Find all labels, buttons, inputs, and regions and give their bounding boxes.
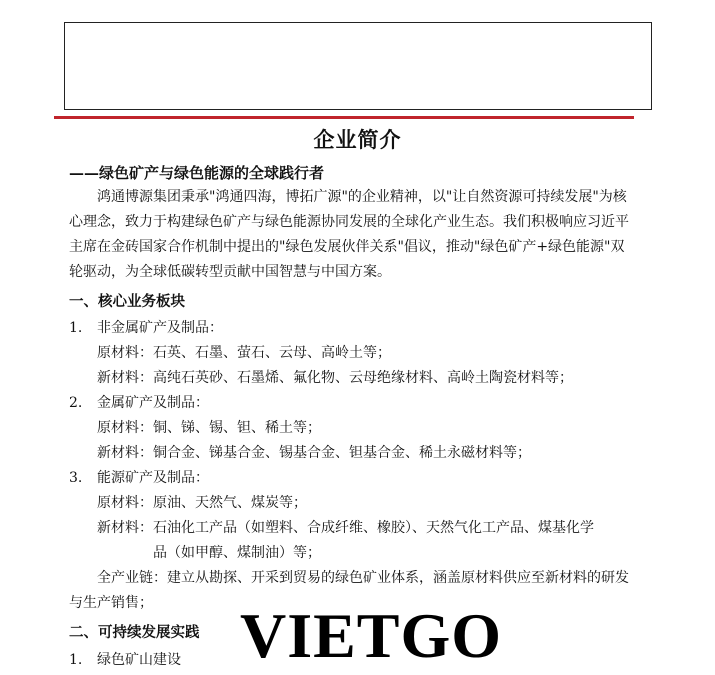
intro-text: 鸿通博源集团秉承"鸿通四海，博拓广源"的企业精神，以"让自然资源可持续发展"为核心理念，致力于构建绿色矿产与绿色能源协同发展的全球化产业生态。我们积极响应习近平主席在金砖国家合作机制中提出的"绿色发展伙伴关系"倡议，推动"绿色矿产+绿色能源"双轮驱动，为全球低碳转型贡献中国智慧与中国方案。 <box>69 189 629 280</box>
new-materials-line-continued: 品（如甲醇、煤制油）等； <box>153 545 321 561</box>
list-number: 1. <box>69 320 83 336</box>
page-subtitle: ——绿色矿产与绿色能源的全球践行者 <box>69 164 325 182</box>
new-materials-line: 新材料：铜合金、锑基合金、锡基合金、钽基合金、稀土永磁材料等； <box>97 445 531 461</box>
header-box <box>64 22 652 110</box>
new-materials-line: 新材料：石油化工产品（如塑料、合成纤维、橡胶）、天然气化工产品、煤基化学 <box>97 520 594 536</box>
vietgo-watermark-logo: VIETGO <box>239 600 503 671</box>
raw-materials-line: 原材料：石英、石墨、萤石、云母、高岭土等； <box>97 345 391 361</box>
new-materials-line: 新材料：高纯石英砂、石墨烯、氟化物、云母绝缘材料、高岭土陶瓷材料等； <box>97 370 573 386</box>
list-item-title: 能源矿产及制品： <box>97 470 209 486</box>
list-item-title: 金属矿产及制品： <box>97 395 209 411</box>
section-heading-core-business: 一、核心业务板块 <box>69 293 185 310</box>
list-item-title: 非金属矿产及制品： <box>97 320 223 336</box>
list-item-title: 绿色矿山建设 <box>97 652 181 668</box>
raw-materials-line: 原材料：原油、天然气、煤炭等； <box>97 495 307 511</box>
full-chain-text: 全产业链：建立从勘探、开采到贸易的绿色矿业体系，涵盖原材料供应至新材料的研发与生产销售； <box>69 570 629 611</box>
list-number: 3. <box>69 470 83 486</box>
header-red-rule <box>54 116 634 119</box>
section-heading-sustainability: 二、可持续发展实践 <box>69 624 200 641</box>
intro-paragraph <box>69 185 629 285</box>
list-number: 1. <box>69 652 83 668</box>
list-number: 2. <box>69 395 83 411</box>
raw-materials-line: 原材料：铜、锑、锡、钽、稀土等； <box>97 420 321 436</box>
page-title: 企业简介 <box>313 127 402 152</box>
